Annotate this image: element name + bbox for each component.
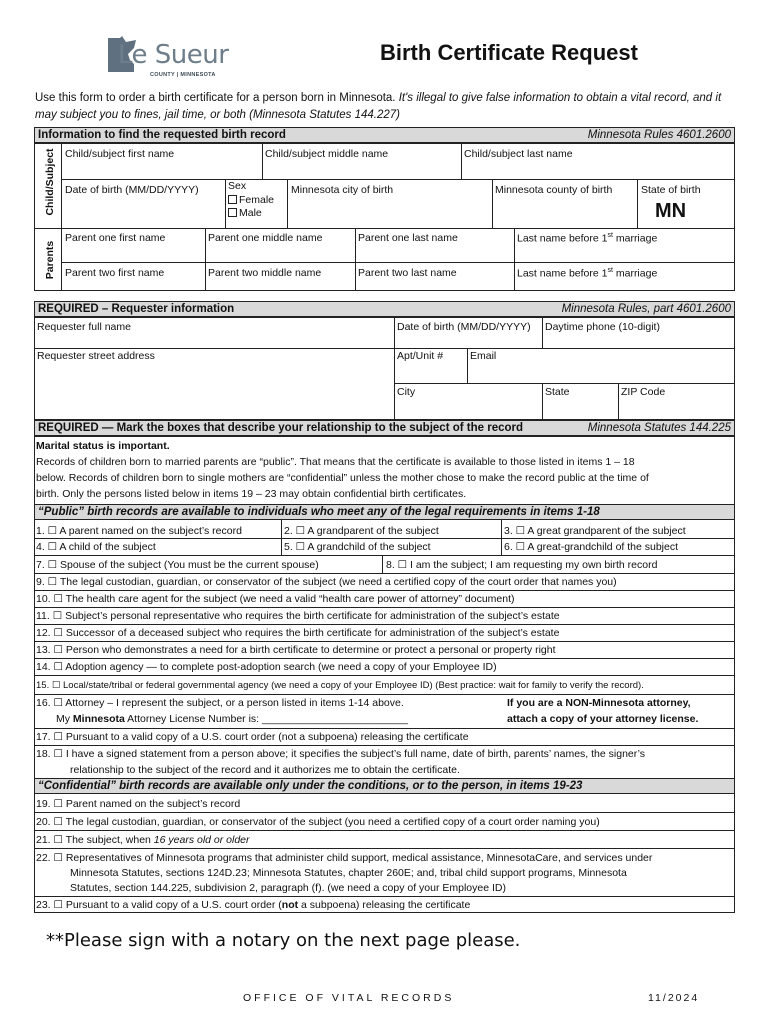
county-logo — [106, 34, 246, 84]
child-last-name-field[interactable]: Child/subject last name — [464, 148, 573, 160]
requester-full-name-field[interactable]: Requester full name — [37, 321, 131, 333]
item-7-checkbox[interactable]: 7. ☐ Spouse of the subject (You must be the current spouse) — [36, 559, 319, 571]
parent2-last-name-field[interactable]: Parent two last name — [358, 267, 457, 279]
item-16-checkbox[interactable]: 16. ☐ Attorney – I represent the subject, or a person listed in items 1-14 above. — [36, 697, 404, 709]
item-3-checkbox[interactable]: 3. ☐ A great grandparent of the subject — [504, 525, 686, 537]
parent2-maiden-name-field[interactable]: Last name before 1st marriage — [517, 267, 658, 280]
requester-state-field[interactable]: State — [545, 386, 570, 398]
sex-label: Sex — [228, 180, 247, 192]
footer-office: OFFICE OF VITAL RECORDS — [243, 992, 455, 1004]
item-5-checkbox[interactable]: 5. ☐ A grandchild of the subject — [284, 541, 431, 553]
marital-heading: Marital status is important. — [36, 440, 170, 452]
logo-subtitle: COUNTY | MINNESOTA — [150, 72, 216, 78]
requester-zip-field[interactable]: ZIP Code — [621, 386, 666, 398]
item-12-checkbox[interactable]: 12. ☐ Successor of a deceased subject who requires the birth certificate for administration of the subject’s estate — [36, 627, 560, 639]
section1-header: Information to find the requested birth record Minnesota Rules 4601.2600 — [34, 127, 735, 143]
item-23-checkbox[interactable]: 23. ☐ Pursuant to a valid copy of a U.S. court order (not a subpoena) releasing the certificate — [36, 899, 471, 911]
marital-para-3: birth. Only the persons listed below in items 19 – 23 may obtain confidential birth certificates. — [36, 488, 467, 500]
item-15-checkbox[interactable]: 15. ☐ Local/state/tribal or federal governmental agency (we need a copy of your Employee ID) (Best practice: wait for family to verify the record). — [36, 680, 644, 691]
state-of-birth-value: MN — [655, 200, 687, 222]
item-19-checkbox[interactable]: 19. ☐ Parent named on the subject’s record — [36, 798, 241, 810]
non-mn-attorney-note: If you are a NON-Minnesota attorney, — [507, 697, 691, 709]
side-label-parents: Parents — [44, 240, 56, 280]
section2-table — [34, 317, 735, 420]
requester-dob-field[interactable]: Date of birth (MM/DD/YYYY) — [397, 321, 531, 333]
item-9-checkbox[interactable]: 9. ☐ The legal custodian, guardian, or conservator of the subject (we need a certified copy of the court order that names you) — [36, 576, 617, 588]
parent1-maiden-name-field[interactable]: Last name before 1st marriage — [517, 232, 658, 245]
requester-email-field[interactable]: Email — [470, 350, 497, 362]
section2-header: REQUIRED – Requester information Minnesota Rules, part 4601.2600 — [34, 301, 735, 317]
mn-county-field[interactable]: Minnesota county of birth — [495, 184, 613, 196]
marital-para-2: below. Records of children born to single mothers are “confidential” unless the mother chose to make the record public at the time of — [36, 472, 649, 484]
item-13-checkbox[interactable]: 13. ☐ Person who demonstrates a need for a birth certificate to determine or protect a personal or property right — [36, 644, 556, 656]
child-first-name-field[interactable]: Child/subject first name — [65, 148, 175, 160]
mn-city-field[interactable]: Minnesota city of birth — [291, 184, 394, 196]
item-20-checkbox[interactable]: 20. ☐ The legal custodian, guardian, or conservator of the subject (you need a certified copy of a court order naming you) — [36, 816, 600, 828]
parent1-first-name-field[interactable]: Parent one first name — [65, 232, 166, 244]
attorney-license-note: attach a copy of your attorney license. — [507, 713, 699, 725]
item-2-checkbox[interactable]: 2. ☐ A grandparent of the subject — [284, 525, 439, 537]
sex-female-checkbox[interactable]: Female — [228, 194, 274, 206]
attorney-license-field[interactable]: My Minnesota Attorney License Number is: _________________________ — [56, 713, 408, 725]
page-title: Birth Certificate Request — [380, 40, 638, 65]
parent1-middle-name-field[interactable]: Parent one middle name — [208, 232, 323, 244]
item-1-checkbox[interactable]: 1. ☐ A parent named on the subject’s record — [36, 525, 242, 537]
parent2-first-name-field[interactable]: Parent two first name — [65, 267, 165, 279]
item-14-checkbox[interactable]: 14. ☐ Adoption agency — to complete post-adoption search (we need a copy of your Employee ID) — [36, 661, 497, 673]
child-dob-field[interactable]: Date of birth (MM/DD/YYYY) — [65, 184, 199, 196]
item-21-checkbox[interactable]: 21. ☐ The subject, when 16 years old or older — [36, 834, 250, 846]
intro-text: Use this form to order a birth certificate for a person born in Minnesota. It's illegal to give false information to obtain a vital record, and it may subject you to fines, jail time, or both (Minnesota Statutes 144.227) — [35, 92, 722, 121]
sex-male-checkbox[interactable]: Male — [228, 207, 262, 219]
item-11-checkbox[interactable]: 11. ☐ Subject’s personal representative who requires the birth certificate for administration of the subject’s estate — [36, 610, 560, 622]
item-22-continued-2: Statutes, section 144.225, subdivision 2, paragraph (f). (we need a copy of your Employee ID) — [70, 882, 506, 894]
item-18-continued: relationship to the subject of the record and it authorizes me to obtain the certificate. — [70, 764, 460, 776]
section1-table — [34, 143, 735, 291]
requester-street-field[interactable]: Requester street address — [37, 350, 155, 362]
item-18-checkbox[interactable]: 18. ☐ I have a signed statement from a person above; it specifies the subject’s full name, date of birth, parents’ names, the signer’s — [36, 748, 646, 760]
requester-apt-field[interactable]: Apt/Unit # — [397, 350, 444, 362]
child-middle-name-field[interactable]: Child/subject middle name — [265, 148, 389, 160]
side-label-child: Child/Subject — [44, 148, 56, 216]
requester-phone-field[interactable]: Daytime phone (10-digit) — [545, 321, 660, 333]
state-of-birth-label: State of birth — [641, 184, 701, 196]
requester-city-field[interactable]: City — [397, 386, 416, 398]
confidential-records-bar: “Confidential” birth records are available only under the conditions, or to the person, in items 19-23 — [34, 778, 735, 794]
parent2-middle-name-field[interactable]: Parent two middle name — [208, 267, 322, 279]
marital-para-1: Records of children born to married parents are “public”. That means that the certificate is available to those listed in items 1 – 18 — [36, 456, 635, 468]
item-10-checkbox[interactable]: 10. ☐ The health care agent for the subject (we need a valid “health care power of attorney” document) — [36, 593, 515, 605]
item-22-checkbox[interactable]: 22. ☐ Representatives of Minnesota programs that administer child support, medical assistance, MinnesotaCare, and services under — [36, 852, 653, 864]
footer-date: 11/2024 — [648, 992, 700, 1004]
parent1-last-name-field[interactable]: Parent one last name — [358, 232, 458, 244]
notary-note: **Please sign with a notary on the next page please. — [46, 930, 521, 951]
public-records-bar: “Public” birth records are available to individuals who meet any of the legal requirements in items 1-18 — [34, 504, 735, 520]
item-6-checkbox[interactable]: 6. ☐ A great-grandchild of the subject — [504, 541, 679, 553]
item-22-continued-1: Minnesota Statutes, sections 124D.23; Minnesota Statutes, chapter 260E; and, tribal child support programs, Minnesota — [70, 867, 627, 879]
section3-header: REQUIRED — Mark the boxes that describe your relationship to the subject of the record Minnesota Statutes 144.225 — [34, 420, 735, 436]
item-4-checkbox[interactable]: 4. ☐ A child of the subject — [36, 541, 156, 553]
item-8-checkbox[interactable]: 8. ☐ I am the subject; I am requesting my own birth record — [386, 559, 658, 571]
item-17-checkbox[interactable]: 17. ☐ Pursuant to a valid copy of a U.S. court order (not a subpoena) releasing the certificate — [36, 731, 469, 743]
logo-name: Le Sueur — [118, 40, 229, 70]
